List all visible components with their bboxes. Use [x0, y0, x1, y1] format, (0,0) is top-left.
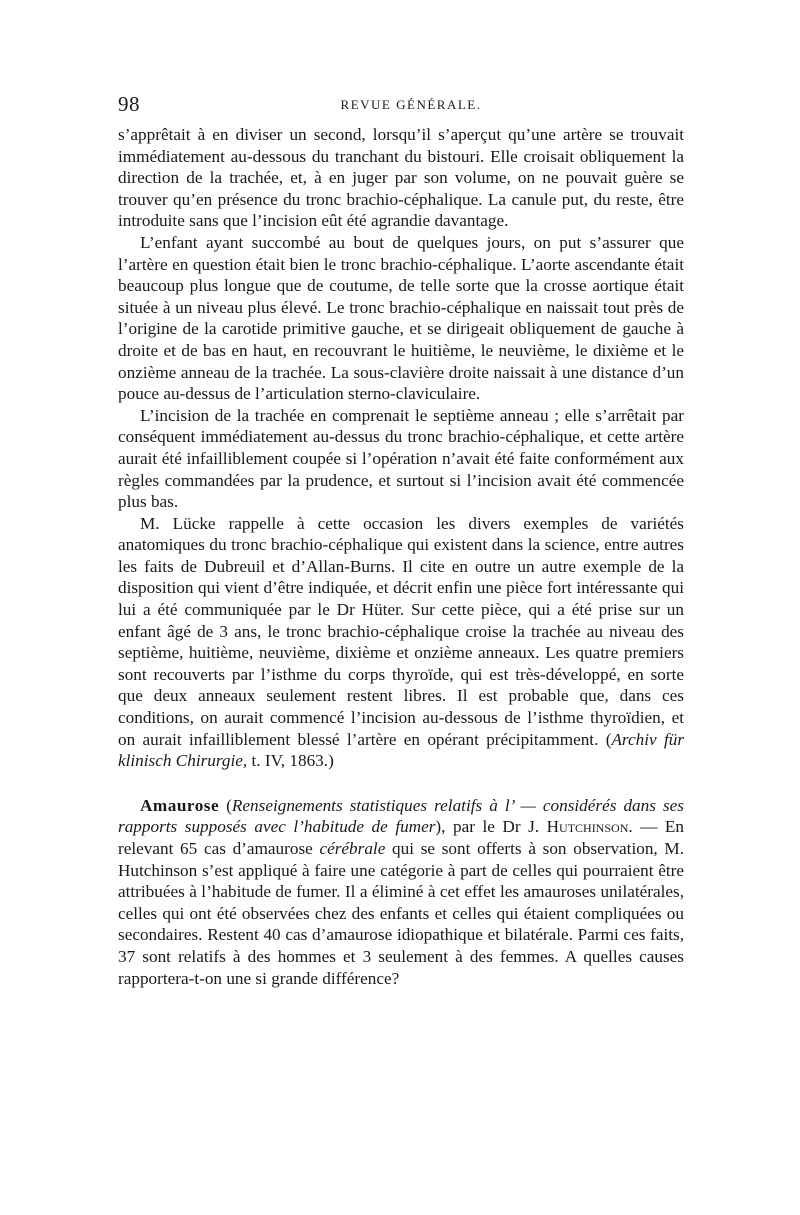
- document-page: [118, 92, 684, 989]
- lucke-text: M. Lücke rappelle à cette occasion les divers exemples de variétés anatomiques du tronc brachio-céphalique qui existent dans la science, entre autres les faits de Dubreuil et d’Allan-Burns. Il cite en outre un autre exemple de la disposition qui vient d’être indiquée, et décrit enfin une pièce fort intéressante qui lui a été communiquée par le Dr Hüter. Sur cette pièce, qui a été prise sur un enfant âgé de 3 ans, le tronc brachio-céphalique croise la trachée au niveau des septième, huitième, neuvième, dixième et onzième anneaux. Les quatre premiers sont recouverts par l’isthme du corps thyroïde, qui est très-développé, en sorte que deux anneaux seulement restent libres. Il est probable que, dans ces conditions, on aurait commencé l’incision au-dessous de l’isthme thyroïdien, et on aurait infailliblement blessé l’artère en opérant précipitamment. (: [118, 513, 684, 749]
- amaurose-open-paren: (: [219, 795, 232, 815]
- author-name: Hutchinson: [546, 817, 629, 837]
- citation-title: Archiv für klinisch Chirurgie,: [118, 729, 685, 771]
- paragraph-incision: L’incision de la trachée en comprenait le septième anneau ; elle s’arrêtait par conséquent immédiatement au-dessus du tronc brachio-céphalique, et cette artère aurait été infailliblement coupée si l’opération n’avait été faite conformément aux règles commandées par la prudence, et surtout si l’incision avait été commencée plus bas.: [118, 405, 684, 512]
- amaurose-text-2: qui se sont offerts à son observation, M. Hutchinson s’est appliqué à faire une catégorie à part de celles qui pourraient être attribuées à l’habitude de fumer. Il a éliminé à cet effet les amauroses unilatérales, celles qui ont été observées chez des enfants et celles qui étaient compliquées ou secondaires. Restent 40 cas d’amaurose idiopathique et bilatérale. Parmi ces faits, 37 sont relatifs à des hommes et 3 seulement à des femmes. A quelles causes rapportera-t-on une si grande différence?: [118, 839, 684, 988]
- paragraph-continuation: s’apprêtait à en diviser un second, lorsqu’il s’aperçut qu’une artère se trouvait immédiatement au-dessous du tranchant du bistouri. Elle croisait obliquement la direction de la trachée, et, à en juger par son volume, on ne pouvait guère se trouver qu’en présence du tronc brachio-céphalique. La canule put, du reste, être introduite sans que l’incision eût été agrandie davantage.: [118, 125, 684, 231]
- amaurose-subtitle: Renseignements statistiques relatifs à l’ — considérés dans ses rapports supposés avec l’habitude de fumer: [118, 795, 684, 837]
- section-headword: Amaurose: [140, 795, 220, 815]
- paragraph-amaurose: [118, 795, 684, 989]
- cerebrale-term: cérébrale: [319, 839, 386, 858]
- amaurose-byline: ), par le Dr J.: [435, 817, 547, 837]
- page-header: [118, 92, 684, 118]
- citation-volume: t. IV, 1863.): [247, 751, 334, 771]
- paragraph-lucke: [118, 513, 684, 772]
- paragraph-autopsy: L’enfant ayant succombé au bout de quelques jours, on put s’assurer que l’artère en question était bien le tronc brachio-céphalique. L’aorte ascendante était beaucoup plus longue que de coutume, de telle sorte que la crosse aortique était située à un niveau plus élevé. Le tronc brachio-céphalique en naissait tout près de l’origine de la carotide primitive gauche, et se dirigeait obliquement de gauche à droite et de bas en haut, en recouvrant le huitième, le neuvième, le dixième et le onzième anneau de la trachée. La sous-clavière droite naissait à une distance d’un pouce au-dessus de l’articulation sterno-claviculaire.: [118, 232, 684, 404]
- amaurose-text-1: . — En relevant 65 cas d’amaurose: [118, 817, 685, 858]
- page-number: 98: [118, 92, 140, 116]
- running-head: REVUE GÉNÉRALE.: [340, 97, 482, 112]
